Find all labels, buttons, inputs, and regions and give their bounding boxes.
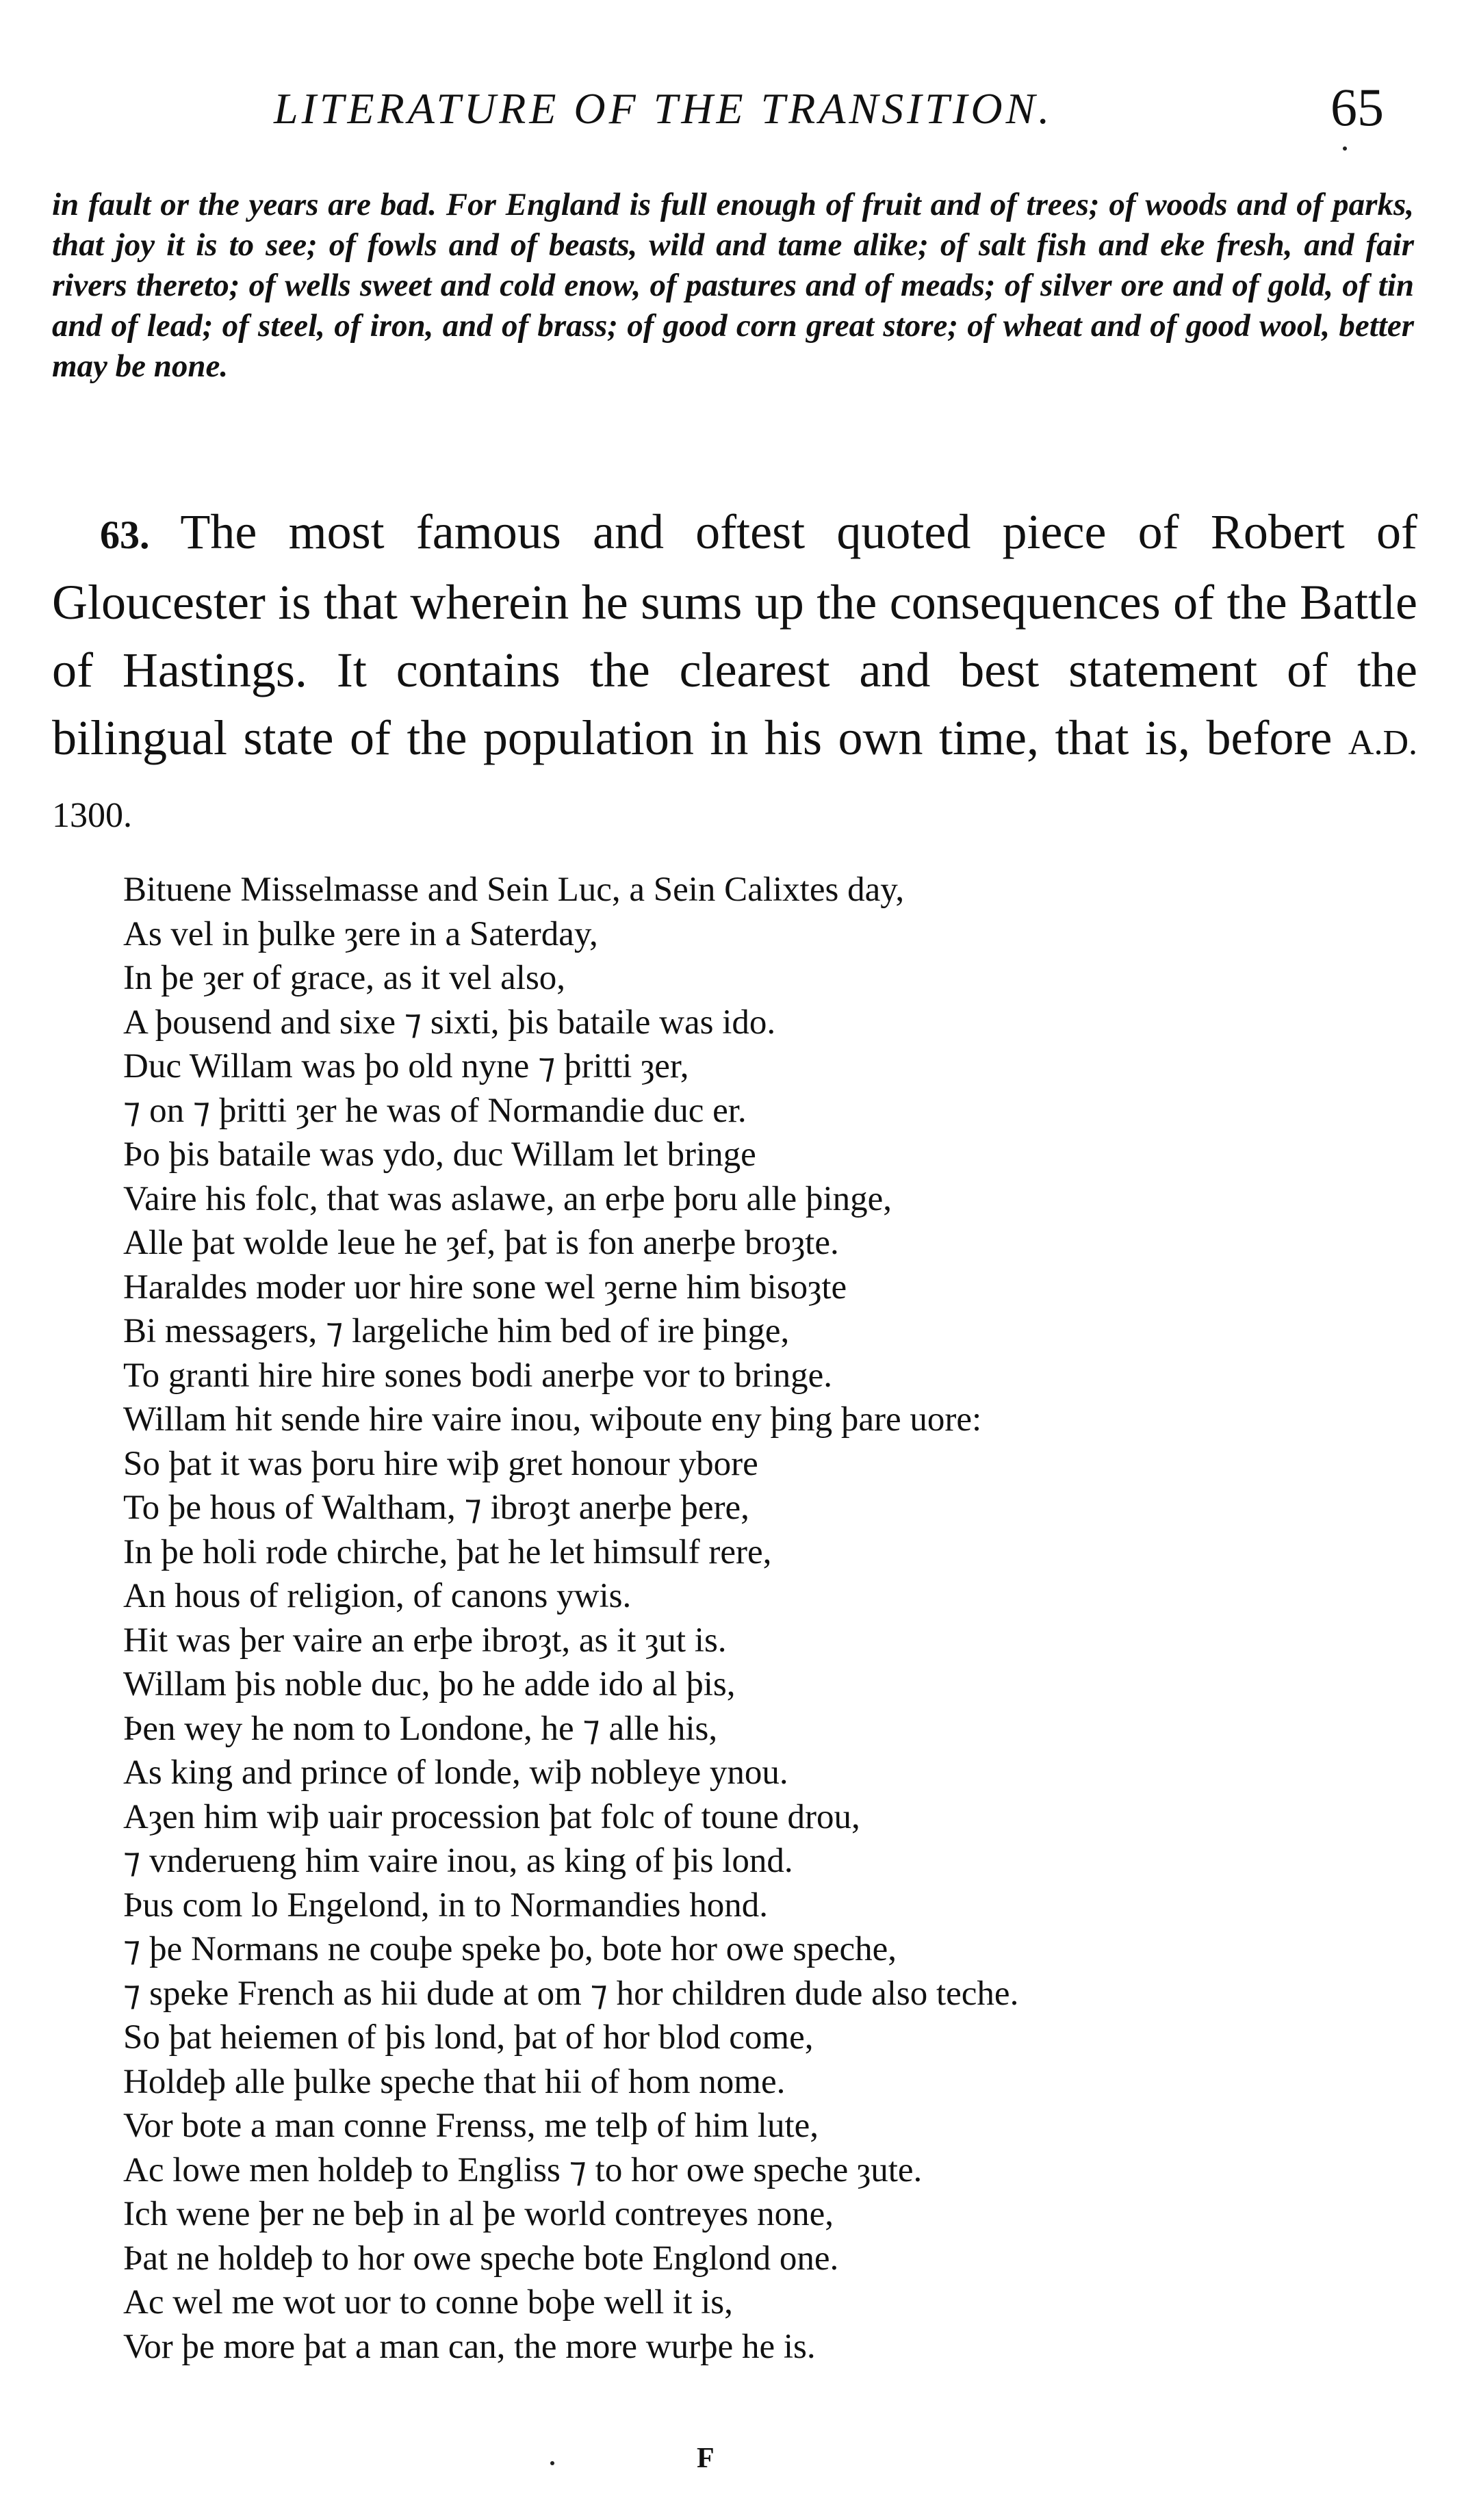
poem-line: In þe holi rode chirche, þat he let himsulf rere,	[123, 1532, 772, 1571]
poem-line: Willam þis noble duc, þo he adde ido al þis,	[123, 1665, 736, 1703]
poem-line: ⁊ vnderueng him vaire inou, as king of þis lond.	[123, 1842, 793, 1880]
poem-line: An hous of religion, of canons ywis.	[123, 1577, 632, 1615]
poem-line: ⁊ speke French as hii dude at om ⁊ hor children dude also teche.	[123, 1974, 1019, 2013]
signature-mark: F	[697, 2443, 715, 2474]
poem-line: Ich wene þer ne beþ in al þe world contreyes none,	[123, 2195, 834, 2233]
poem-line: ⁊ on ⁊ þritti ȝer he was of Normandie duc er.	[123, 1091, 747, 1130]
poem-line: Vaire his folc, that was aslawe, an erþe þoru alle þinge,	[123, 1179, 892, 1218]
running-head	[55, 77, 1411, 138]
poem-line: Vor þe more þat a man can, the more wurþe he is.	[123, 2327, 816, 2366]
poem-line: As king and prince of londe, wiþ nobleye ynou.	[123, 1753, 788, 1792]
section-paragraph	[52, 498, 1417, 849]
poem-line: Haraldes moder uor hire sone wel ȝerne him bisoȝte	[123, 1268, 847, 1307]
poem-line: Þo þis bataile was ydo, duc Willam let bringe	[123, 1135, 756, 1174]
poem-line: Duc Willam was þo old nyne ⁊ þritti ȝer,	[123, 1047, 689, 1085]
poem-line: So þat it was þoru hire wiþ gret honour ybore	[123, 1444, 758, 1483]
poem-line: Willam hit sende hire vaire inou, wiþoute eny þing þare uore:	[123, 1400, 982, 1439]
poem-line: Bi messagers, ⁊ largeliche him bed of ire þinge,	[123, 1312, 790, 1350]
footer-dot	[550, 2461, 554, 2465]
poem-line: To granti hire hire sones bodi anerþe vor to bringe.	[123, 1356, 832, 1395]
poem-line: To þe hous of Waltham, ⁊ ibroȝt anerþe þere,	[123, 1489, 749, 1527]
poem-line: ⁊ þe Normans ne couþe speke þo, bote hor owe speche,	[123, 1930, 897, 1968]
verse-quotation	[123, 868, 1417, 2369]
poem-line: Holdeþ alle þulke speche that hii of hom nome.	[123, 2062, 786, 2101]
poem-line: A þousend and sixe ⁊ sixti, þis bataile was ido.	[123, 1003, 776, 1042]
poem-line: Þus com lo Engelond, in to Normandies hond.	[123, 1886, 769, 1925]
poem-line: Aȝen him wiþ uair procession þat folc of toune drou,	[123, 1797, 860, 1836]
poem-line: Ac wel me wot uor to conne boþe well it is,	[123, 2283, 733, 2322]
paragraph-number: 63.	[100, 513, 150, 557]
poem-line: Alle þat wolde leue he ȝef, þat is fon anerþe broȝte.	[123, 1224, 839, 1262]
poem-line: Bituene Misselmasse and Sein Luc, a Sein Calixtes day,	[123, 871, 905, 909]
poem-line: As vel in þulke ȝere in a Saterday,	[123, 914, 598, 953]
poem-line: In þe ȝer of grace, as it vel also,	[123, 959, 566, 997]
poem-line: Þat ne holdeþ to hor owe speche bote Englond one.	[123, 2239, 839, 2278]
poem-line: Vor bote a man conne Frenss, me telþ of him lute,	[123, 2107, 819, 2145]
poem-line: Þen wey he nom to Londone, he ⁊ alle his,	[123, 1709, 718, 1748]
paragraph-text: The most famous and oftest quoted piece of Robert of Gloucester is that wherein he sums up the consequences of the Battle of Hastings. It contains the clearest and best statement of the bilingual state of the population in his own time, that is, before	[52, 504, 1417, 765]
poem-line: Hit was þer vaire an erþe ibroȝt, as it ȝut is.	[123, 1621, 727, 1660]
quoted-prose-translation: in fault or the years are bad. For England is full enough of fruit and of trees; of woods and of parks, that joy it is to see; of fowls and of beasts, wild and tame alike; of salt fish and eke fresh, and fair rivers thereto; of wells sweet and cold enow, of pastures and of meads; of silver ore and of gold, of tin and of lead; of steel, of iron, and of brass; of good corn great store; of wheat and of good wool, better may be none.	[52, 187, 1414, 384]
page-number: 65	[1330, 77, 1384, 137]
header-dot	[1343, 146, 1347, 151]
poem-line: Ac lowe men holdeþ to Engliss ⁊ to hor owe speche ȝute.	[123, 2150, 923, 2189]
running-title: LITERATURE OF THE TRANSITION.	[274, 84, 1053, 133]
poem-line: So þat heiemen of þis lond, þat of hor blod come,	[123, 2018, 814, 2057]
paragraph-date: A.D. 1300.	[52, 723, 1418, 835]
